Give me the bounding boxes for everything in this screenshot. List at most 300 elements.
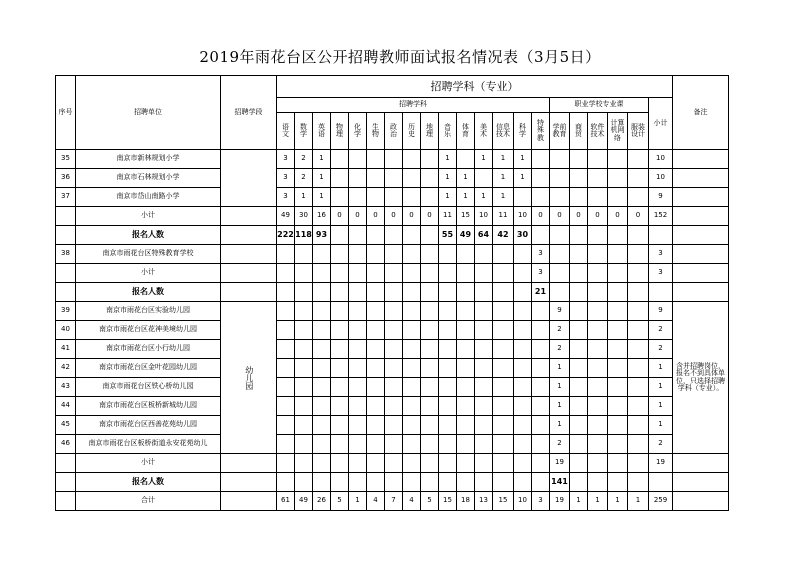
cell-jsjwl <box>608 340 628 359</box>
cell-sx <box>295 340 313 359</box>
cell-fzsj <box>628 302 649 321</box>
subject-header-line: 英 <box>318 122 325 131</box>
cell-ty: 1 <box>457 188 475 207</box>
subject-header-line: 软件 <box>590 122 605 131</box>
cell-jsjwl <box>608 473 628 492</box>
cell-sx: 30 <box>295 207 313 226</box>
cell-kx <box>514 416 532 435</box>
row-subtotal: 19 <box>649 454 673 473</box>
subject-header-line: 学 <box>519 130 526 138</box>
cell-ty: 15 <box>457 207 475 226</box>
cell-xxjs: 42 <box>493 226 514 245</box>
cell-sm <box>570 435 588 454</box>
cell-ls <box>403 283 421 302</box>
cell-hx <box>349 264 367 283</box>
cell-rjjs <box>588 226 608 245</box>
row-subtotal: 1 <box>649 416 673 435</box>
header-subtotal: 小计 <box>649 98 673 150</box>
subject-header-line: 语 <box>282 122 289 131</box>
cell-tj <box>532 169 550 188</box>
cell-rjjs <box>588 264 608 283</box>
cell-xqjy <box>550 169 570 188</box>
cell-ms <box>475 245 493 264</box>
cell-ls <box>403 416 421 435</box>
cell-sm <box>570 302 588 321</box>
cell-jsjwl <box>608 169 628 188</box>
cell-wl <box>331 435 349 454</box>
row-subtotal: 1 <box>649 359 673 378</box>
cell-sw <box>367 264 385 283</box>
cell-sm <box>570 378 588 397</box>
cell-jsjwl <box>608 321 628 340</box>
cell-yw: 49 <box>277 207 295 226</box>
cell-xxjs <box>493 302 514 321</box>
cell-xqjy: 0 <box>550 207 570 226</box>
subject-header-yw <box>277 113 295 150</box>
subject-header-line: 理 <box>426 130 433 138</box>
cell-xxjs: 1 <box>493 150 514 169</box>
cell-yy <box>313 245 331 264</box>
cell-ms: 1 <box>475 188 493 207</box>
cell-sw <box>367 378 385 397</box>
row-subtotal <box>649 283 673 302</box>
cell-ls <box>403 264 421 283</box>
row-seq <box>56 283 76 302</box>
cell-sm <box>570 454 588 473</box>
cell-ty <box>457 245 475 264</box>
cell-rjjs <box>588 302 608 321</box>
cell-zz <box>385 397 403 416</box>
cell-rjjs <box>588 283 608 302</box>
cell-yinyue <box>439 283 457 302</box>
cell-yinyue <box>439 454 457 473</box>
cell-wl <box>331 245 349 264</box>
cell-sw <box>367 473 385 492</box>
cell-yw <box>277 435 295 454</box>
cell-rjjs <box>588 473 608 492</box>
cell-rjjs <box>588 454 608 473</box>
subject-header-zz <box>385 113 403 150</box>
cell-zz <box>385 435 403 454</box>
cell-kx <box>514 340 532 359</box>
cell-zz <box>385 378 403 397</box>
subject-header-line: 学 <box>354 130 361 138</box>
cell-rjjs <box>588 416 608 435</box>
cell-dl <box>421 264 439 283</box>
cell-ls <box>403 150 421 169</box>
cell-yy <box>313 359 331 378</box>
cell-sw <box>367 416 385 435</box>
table-row <box>56 169 729 188</box>
cell-jsjwl <box>608 226 628 245</box>
row-seq: 45 <box>56 416 76 435</box>
cell-yy <box>313 321 331 340</box>
cell-jsjwl <box>608 454 628 473</box>
subject-header-line: 化 <box>354 122 361 131</box>
cell-kx <box>514 283 532 302</box>
cell-tj <box>532 302 550 321</box>
cell-xxjs <box>493 245 514 264</box>
cell-zz <box>385 245 403 264</box>
cell-tj <box>532 397 550 416</box>
cell-yinyue <box>439 397 457 416</box>
cell-tj <box>532 454 550 473</box>
row-seq <box>56 264 76 283</box>
cell-hx <box>349 226 367 245</box>
cell-sm <box>570 397 588 416</box>
cell-zz <box>385 150 403 169</box>
row-unit: 南京市雨花台区花神美境幼儿园 <box>76 321 221 340</box>
cell-xqjy: 1 <box>550 416 570 435</box>
table-row <box>56 416 729 435</box>
cell-xxjs <box>493 283 514 302</box>
cell-xqjy <box>550 245 570 264</box>
row-remark <box>673 169 729 188</box>
row-unit: 小计 <box>76 264 221 283</box>
cell-ms <box>475 321 493 340</box>
cell-yy <box>313 416 331 435</box>
cell-yinyue <box>439 245 457 264</box>
row-seq <box>56 492 76 511</box>
subject-header-line: 育 <box>462 130 469 138</box>
table-row <box>56 245 729 264</box>
table-row <box>56 397 729 416</box>
subject-header-line: 地 <box>426 122 433 131</box>
row-section <box>221 245 277 264</box>
subject-header-xxjs <box>493 113 514 150</box>
subject-header-line: 文 <box>282 130 289 138</box>
cell-yw <box>277 416 295 435</box>
cell-dl <box>421 473 439 492</box>
cell-zz <box>385 283 403 302</box>
cell-kx <box>514 397 532 416</box>
cell-xxjs <box>493 435 514 454</box>
cell-yinyue <box>439 359 457 378</box>
table-row <box>56 454 729 473</box>
row-unit: 南京市雨花台区金叶花园幼儿园 <box>76 359 221 378</box>
cell-dl <box>421 454 439 473</box>
row-subtotal: 152 <box>649 207 673 226</box>
cell-wl <box>331 226 349 245</box>
cell-hx <box>349 283 367 302</box>
cell-xqjy: 19 <box>550 492 570 511</box>
row-unit: 小计 <box>76 454 221 473</box>
cell-hx: 1 <box>349 492 367 511</box>
cell-sx <box>295 473 313 492</box>
cell-hx <box>349 378 367 397</box>
cell-ty <box>457 454 475 473</box>
cell-yy: 93 <box>313 226 331 245</box>
subject-header-line: 音 <box>444 122 451 131</box>
table-row <box>56 207 729 226</box>
cell-sx: 2 <box>295 169 313 188</box>
cell-xqjy: 1 <box>550 359 570 378</box>
row-section <box>221 283 277 302</box>
cell-wl: 0 <box>331 207 349 226</box>
cell-wl <box>331 302 349 321</box>
cell-kx <box>514 321 532 340</box>
cell-hx <box>349 340 367 359</box>
row-seq: 44 <box>56 397 76 416</box>
subject-header-line: 教 <box>537 133 544 142</box>
cell-sw <box>367 150 385 169</box>
subject-header-line: 数 <box>300 122 307 131</box>
subject-header-ms <box>475 113 493 150</box>
row-subtotal: 3 <box>649 264 673 283</box>
cell-dl <box>421 169 439 188</box>
cell-ms: 10 <box>475 207 493 226</box>
row-seq <box>56 226 76 245</box>
row-subtotal <box>649 473 673 492</box>
table-row <box>56 188 729 207</box>
subject-header-line: 理 <box>336 130 343 138</box>
cell-sx <box>295 302 313 321</box>
subject-header-line: 史 <box>408 130 415 138</box>
cell-xqjy <box>550 150 570 169</box>
cell-yy <box>313 454 331 473</box>
cell-sm: 1 <box>570 492 588 511</box>
cell-sm <box>570 340 588 359</box>
cell-sx: 1 <box>295 188 313 207</box>
cell-hx <box>349 359 367 378</box>
page-title: 2019年雨花台区公开招聘教师面试报名情况表（3月5日） <box>199 48 601 66</box>
subject-header-rjjs <box>588 113 608 150</box>
cell-yw <box>277 283 295 302</box>
row-subtotal: 2 <box>649 340 673 359</box>
cell-dl <box>421 416 439 435</box>
cell-ty <box>457 302 475 321</box>
cell-tj <box>532 340 550 359</box>
row-seq: 40 <box>56 321 76 340</box>
cell-hx <box>349 302 367 321</box>
cell-dl <box>421 302 439 321</box>
row-subtotal: 10 <box>649 150 673 169</box>
row-remark <box>673 492 729 511</box>
cell-dl <box>421 340 439 359</box>
cell-xxjs <box>493 454 514 473</box>
cell-yinyue: 1 <box>439 150 457 169</box>
table-row <box>56 264 729 283</box>
cell-ls <box>403 473 421 492</box>
cell-jsjwl <box>608 435 628 454</box>
cell-yy <box>313 340 331 359</box>
cell-rjjs <box>588 169 608 188</box>
cell-ls <box>403 245 421 264</box>
cell-hx <box>349 454 367 473</box>
subject-header-line: 学前 <box>552 122 567 131</box>
cell-tj: 3 <box>532 492 550 511</box>
cell-tj <box>532 473 550 492</box>
row-unit: 南京市雨花台区板桥街道永安花苑幼儿 <box>76 435 221 454</box>
subject-header-line: 计算 <box>610 118 625 127</box>
cell-xxjs <box>493 340 514 359</box>
row-unit: 南京市雨花台区小行幼儿园 <box>76 340 221 359</box>
row-section <box>221 454 277 473</box>
table-row <box>56 378 729 397</box>
row-unit: 报名人数 <box>76 473 221 492</box>
subject-header-line: 殊 <box>537 126 544 135</box>
section-label-kindergarten: 幼儿园 <box>244 365 254 390</box>
cell-yinyue <box>439 473 457 492</box>
row-seq: 43 <box>56 378 76 397</box>
row-remark <box>673 188 729 207</box>
cell-zz <box>385 473 403 492</box>
row-section-primary <box>221 150 277 207</box>
cell-hx <box>349 435 367 454</box>
cell-fzsj <box>628 169 649 188</box>
cell-yw <box>277 473 295 492</box>
cell-ms <box>475 359 493 378</box>
cell-ls <box>403 340 421 359</box>
cell-ms: 64 <box>475 226 493 245</box>
cell-yy: 1 <box>313 169 331 188</box>
cell-yy <box>313 435 331 454</box>
table-row <box>56 340 729 359</box>
cell-ty: 1 <box>457 169 475 188</box>
row-subtotal: 2 <box>649 321 673 340</box>
subject-header-line: 络 <box>614 133 621 142</box>
header-unit: 招聘单位 <box>76 76 221 150</box>
cell-dl <box>421 359 439 378</box>
cell-sx <box>295 283 313 302</box>
cell-yy: 16 <box>313 207 331 226</box>
cell-sx <box>295 245 313 264</box>
cell-hx <box>349 473 367 492</box>
cell-hx <box>349 416 367 435</box>
cell-sw <box>367 397 385 416</box>
cell-ls <box>403 359 421 378</box>
row-unit: 南京市雨花台区铁心桥幼儿园 <box>76 378 221 397</box>
cell-sx <box>295 416 313 435</box>
cell-sx <box>295 435 313 454</box>
cell-zz: 0 <box>385 207 403 226</box>
cell-ms <box>475 340 493 359</box>
row-unit: 南京市岱山南路小学 <box>76 188 221 207</box>
cell-xqjy: 2 <box>550 321 570 340</box>
cell-fzsj <box>628 416 649 435</box>
subject-header-dl <box>421 113 439 150</box>
cell-wl <box>331 150 349 169</box>
cell-xxjs: 1 <box>493 169 514 188</box>
cell-zz <box>385 321 403 340</box>
subject-header-tj <box>532 113 550 150</box>
cell-sw <box>367 435 385 454</box>
cell-fzsj <box>628 321 649 340</box>
cell-tj <box>532 321 550 340</box>
row-section <box>221 226 277 245</box>
cell-rjjs <box>588 397 608 416</box>
row-section <box>221 492 277 511</box>
cell-sx <box>295 359 313 378</box>
cell-tj: 0 <box>532 207 550 226</box>
cell-tj: 3 <box>532 245 550 264</box>
row-seq: 36 <box>56 169 76 188</box>
cell-ms: 1 <box>475 150 493 169</box>
row-subtotal: 3 <box>649 245 673 264</box>
cell-xqjy <box>550 283 570 302</box>
cell-fzsj <box>628 397 649 416</box>
enrollment-table <box>55 75 729 511</box>
subject-header-hx <box>349 113 367 150</box>
row-seq: 38 <box>56 245 76 264</box>
row-subtotal: 9 <box>649 188 673 207</box>
cell-tj <box>532 435 550 454</box>
row-remark <box>673 207 729 226</box>
cell-sw <box>367 283 385 302</box>
cell-yw <box>277 454 295 473</box>
subject-header-kx <box>514 113 532 150</box>
cell-xxjs <box>493 416 514 435</box>
row-section-kindergarten <box>221 302 277 454</box>
cell-fzsj <box>628 150 649 169</box>
cell-tj <box>532 416 550 435</box>
cell-ms: 13 <box>475 492 493 511</box>
cell-yinyue <box>439 340 457 359</box>
subject-header-line: 历 <box>408 122 415 131</box>
cell-kx <box>514 435 532 454</box>
cell-zz <box>385 454 403 473</box>
subject-header-line: 体 <box>462 122 469 131</box>
cell-yw <box>277 302 295 321</box>
row-unit: 南京市雨花台区实验幼儿园 <box>76 302 221 321</box>
table-row <box>56 226 729 245</box>
cell-yinyue: 55 <box>439 226 457 245</box>
cell-jsjwl <box>608 283 628 302</box>
cell-hx <box>349 397 367 416</box>
table-row <box>56 435 729 454</box>
row-remark <box>673 245 729 264</box>
cell-yw <box>277 245 295 264</box>
cell-sm <box>570 188 588 207</box>
cell-xxjs: 1 <box>493 188 514 207</box>
subject-header-line: 语 <box>318 130 325 138</box>
cell-fzsj <box>628 454 649 473</box>
subject-header-line: 物 <box>336 122 343 131</box>
row-subtotal: 259 <box>649 492 673 511</box>
cell-jsjwl: 1 <box>608 492 628 511</box>
cell-yy: 1 <box>313 150 331 169</box>
cell-xqjy: 9 <box>550 302 570 321</box>
cell-yinyue <box>439 264 457 283</box>
cell-sm <box>570 169 588 188</box>
cell-wl <box>331 397 349 416</box>
header-section: 招聘学段 <box>221 76 277 150</box>
cell-fzsj <box>628 378 649 397</box>
cell-tj <box>532 378 550 397</box>
cell-hx <box>349 245 367 264</box>
cell-fzsj: 0 <box>628 207 649 226</box>
cell-ls <box>403 188 421 207</box>
subject-header-line: 特 <box>537 118 544 127</box>
cell-yw: 3 <box>277 169 295 188</box>
cell-ty: 18 <box>457 492 475 511</box>
cell-dl <box>421 378 439 397</box>
cell-yw <box>277 340 295 359</box>
subject-header-line: 技术 <box>590 130 605 138</box>
subject-header-yy <box>313 113 331 150</box>
cell-hx: 0 <box>349 207 367 226</box>
cell-ty <box>457 321 475 340</box>
cell-rjjs <box>588 359 608 378</box>
cell-kx <box>514 378 532 397</box>
subject-header-xqjy <box>550 113 570 150</box>
cell-ls <box>403 397 421 416</box>
header-subject-sub: 招聘学科 <box>277 98 550 113</box>
cell-xqjy: 2 <box>550 340 570 359</box>
cell-wl: 5 <box>331 492 349 511</box>
row-remark <box>673 283 729 302</box>
cell-ty <box>457 378 475 397</box>
